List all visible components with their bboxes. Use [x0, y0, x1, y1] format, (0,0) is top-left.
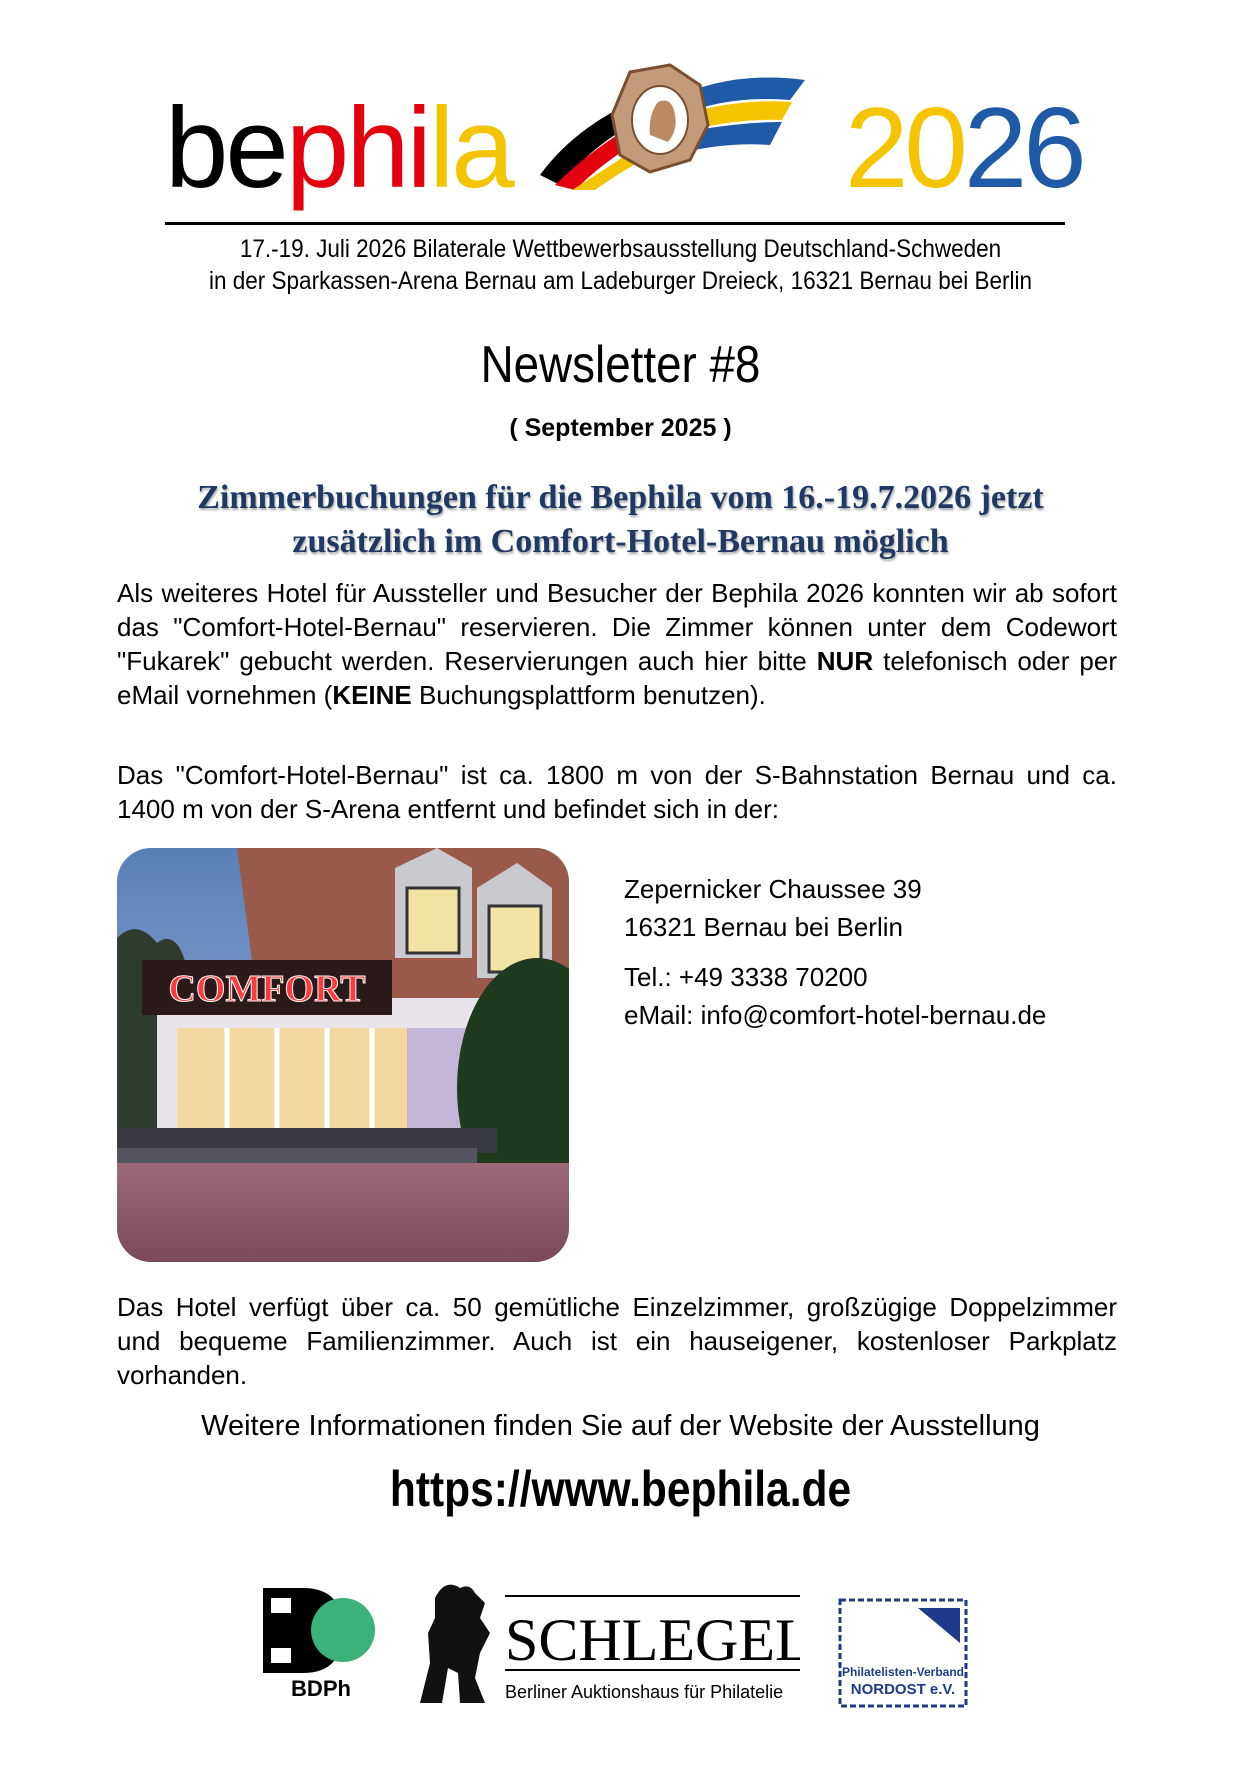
event-subtitle-line1: 17.-19. Juli 2026 Bilaterale Wettbewerbsausstellung Deutschland-Schweden — [239, 235, 1002, 263]
bdph-emblem — [263, 1588, 383, 1698]
address-street: Zepernicker Chaussee 39 — [624, 874, 922, 904]
hotel-address — [624, 870, 1046, 1034]
website-info-line: Weitere Informationen finden Sie auf der Website der Ausstellung — [201, 1410, 1040, 1442]
paragraph-hotel-details: Das Hotel verfügt über ca. 50 gemütliche Einzelzimmer, großzügige Doppelzimmer und bequeme Familienzimmer. Auch ist ein hauseigener, kostenloser Parkplatz vorhanden. — [117, 1292, 1117, 1390]
event-subtitle — [62, 233, 1179, 297]
newsletter-title: Newsletter #8 — [480, 336, 761, 394]
headline-line1: Zimmerbuchungen für die Bephila vom 16.-19.7.2026 jetzt — [197, 479, 1044, 516]
bephila-logo — [165, 60, 1083, 230]
emphasis-nur: NUR — [816, 646, 874, 676]
event-subtitle-line2: in der Sparkassen-Arena Bernau am Ladeburger Dreieck, 16321 Bernau bei Berlin — [209, 267, 1032, 295]
hotel-photo — [117, 848, 569, 1262]
address-city: 16321 Bernau bei Berlin — [624, 912, 903, 942]
flag-stamp-emblem — [520, 60, 820, 190]
nordost-logo — [838, 1598, 968, 1708]
logo-divider — [165, 222, 1065, 225]
nordost-line2: NORDOST e.V. — [850, 1681, 956, 1698]
paragraph-intro: Als weiteres Hotel für Aussteller und Besucher der Bephila 2026 konnten wir ab sofort das "Comfort-Hotel-Bernau" reservieren. Die Zimmer können unter dem Codewort "Fukarek" gebucht werden. Reservierungen auch hier bitte NUR telefonisch oder per eMail vornehmen (KEINE Buchungsplattform benutzen). — [117, 578, 1117, 710]
hotel-photo-illustration — [117, 848, 569, 1262]
schlegel-name: SCHLEGEL — [505, 1607, 800, 1673]
paragraph-location: Das "Comfort-Hotel-Bernau" ist ca. 1800 m von der S-Bahnstation Bernau und ca. 1400 m von der S-Arena entfernt und befindet sich in der: — [117, 760, 1117, 824]
logo-wordmark: bephila — [165, 85, 512, 212]
nordost-stamp — [838, 1598, 968, 1708]
nordost-line1: Philatelisten-Verband — [841, 1665, 965, 1679]
schlegel-emblem — [420, 1578, 800, 1708]
headline-line2: zusätzlich im Comfort-Hotel-Bernau möglich — [292, 523, 949, 560]
logo-year: 2026 — [845, 85, 1083, 212]
schlegel-logo — [420, 1578, 800, 1708]
article-headline — [0, 476, 1241, 564]
schlegel-subtitle: Berliner Auktionshaus für Philatelie — [505, 1682, 784, 1702]
emphasis-keine: KEINE — [332, 680, 412, 710]
newsletter-date: ( September 2025 ) — [509, 414, 732, 442]
bdph-logo — [263, 1588, 383, 1698]
address-phone: Tel.: +49 3338 70200 — [624, 962, 868, 992]
bdph-text: BDPh — [291, 1676, 351, 1698]
website-link[interactable]: https://www.bephila.de — [389, 1461, 852, 1517]
comfort-sign: COMFORT — [168, 968, 366, 1010]
berlin-bear-icon — [420, 1585, 490, 1703]
address-email: eMail: info@comfort-hotel-bernau.de — [624, 1000, 1047, 1030]
